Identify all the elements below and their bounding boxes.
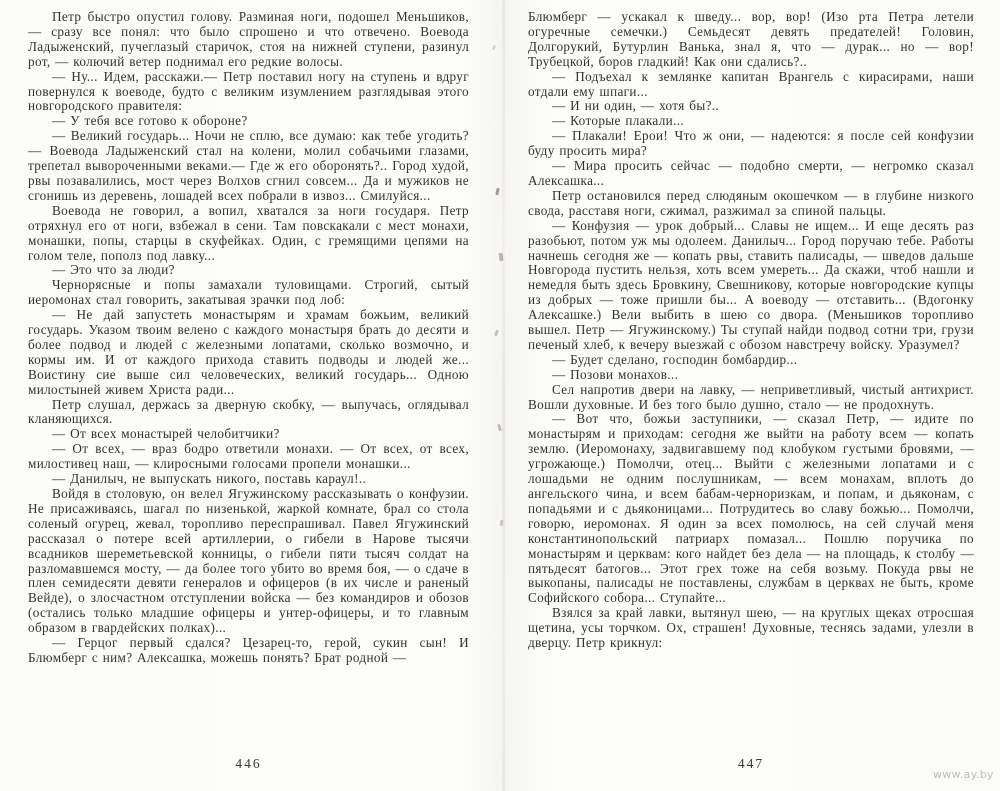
paragraph: — Герцог первый сдался? Цезарец-то, герой, сукин сын! И Блюмберг с ним? Алексашка, можешь понять? Брат родной — xyxy=(28,635,469,665)
paragraph: — Это что за люди? xyxy=(52,262,175,278)
paragraph: Войдя в столовую, он велел Ягужинскому рассказывать о конфузии. Не присаживаясь, шагал по низенькой, жаркой комнате, брал со стола соленый огурец, жевал, торопливо переспрашивал. Павел Ягужинский рассказал о потере всей артиллерии, о гибели в Нарове тысячи всадников шереметьевской конницы, о гибели пяти тысяч солдат на разломавшемся мосту, — да более того убито во время боя, — о сдаче в плен семидесяти девяти генералов и офицеров (в их числе и раненый Вейде), о злосчастном отступлении войска — без командиров и обозов (остались только младшие офицеры и унтер-офицеры, и то главным образом в гвардейских полках)... xyxy=(28,486,469,636)
scan-artifact-speck xyxy=(498,253,503,261)
right-page-text xyxy=(528,10,974,651)
paragraph: — Вот что, божьи заступники, — сказал Петр, — идите по монастырям и приходам: сегодня же выйти на работу всем — копать землю. (Иеромонаху, задвигавшему под клобуком густыми бровями, — угрожающе.) Помолчи, отец... Выйти с железными лопатами и с лошадьми не одним послушникам, — всем монахам, вплоть до ангельского чина, и всем бабам-черноризкам, и попам, и дьяконам, с попадьями и с дьяконицами... Потрудитесь во славу божью... Помолчи, говорю, иеромонах. Я один за всех помолюсь, на сей случай меня константинопольский патриарх помазал... Пошлю поручика по монастырям и церквам: кого найдет без дела — на площадь, к столбу — пятьдесят батогов... Этот грех тоже на себя возьму. Покуда рвы не выкопаны, палисады не поставлены, службам в церквах не быть, кроме Софийского собора... Ступайте... xyxy=(528,411,974,606)
page-number-right: 447 xyxy=(737,756,765,771)
paragraph: Петр слушал, держась за дверную скобку, — выпучась, оглядывал кланяющихся. xyxy=(28,396,469,427)
scan-artifact-speck xyxy=(495,188,499,195)
paragraph: Воевода не говорил, а вопил, хватался за ноги государя. Петр отряхнул его от ноги, взбежал в сени. Там повскакали с мест монахи, монашки, попы, старцы в скуфейках. Один, с гремящими цепями на голом теле, пополз под лавку... xyxy=(28,202,469,263)
paragraph: Блюмберг — ускакал к шведу... вор, вор! (Изо рта Петра летели огуречные семечки.) Семьдесят девять предателей! Головин, Долгорукий, Бутурлин Ванька, знал я, что — дурак... но — вор! Трубецкой, боров гладкий! Как они сдались?.. xyxy=(528,9,974,69)
binding-crease xyxy=(502,0,505,791)
scan-artifact-speck xyxy=(500,520,504,526)
paragraph: — Данилыч, не выпускать никого, поставь караул!.. xyxy=(52,471,367,487)
paragraph: — От всех монастырей челобитчики? xyxy=(52,426,280,442)
paragraph: — Которые плакали... xyxy=(552,113,685,129)
scan-artifact-speck xyxy=(494,330,499,337)
paragraph: — Великий государь... Ночи не сплю, все думаю: как тебе угодить? — Воевода Ладыженский стал на колени, молил собачьими глазами, трепетал вывороченными веками.— Где ж его оборонять?.. Город худой, рвы позавалились, мост через Волхов сгнил совсем... Да и мужиков не сгонишь из деревень, лошадей всех побрали в извоз... Смилуйся... xyxy=(28,128,469,203)
site-watermark: www.ay.by xyxy=(933,768,994,781)
paragraph: — Позови монахов... xyxy=(552,366,679,382)
paragraph: — Не дай запустеть монастырям и храмам божьим, великий государь. Указом твоим велено с каждого монастыря брать до десяти и более подвод и людей с железными лопатами, сколько возмочно, и кормы им. И от каждого прихода ставить подводы и людей же... Воистину сие выше сил человеческих, великий государь... Одною милостыней живем Христа ради... xyxy=(28,307,469,397)
paragraph: Петр быстро опустил голову. Разминая ноги, подошел Меньшиков, — сразу все понял: что было спрошено и что отвечено. Воевода Ладыженский, пучеглазый старичок, стоя на нижней ступени, разинул рот, — колючий ветер поднимал его редкие волосы. xyxy=(28,9,469,69)
paragraph: — У тебя все готово к обороне? xyxy=(52,113,248,129)
scan-artifact-speck xyxy=(492,45,496,50)
paragraph: — Плакали! Ерои! Что ж они, — надеются: я после сей конфузии буду просить мира? xyxy=(528,128,974,159)
paragraph: — Мира просить сейчас — подобно смерти, — негромко сказал Алексашка... xyxy=(528,158,974,188)
scan-artifact-speck xyxy=(497,424,502,432)
paragraph: Петр остановился перед слюдяным окошечком — в глубине низкого свода, расставя ноги, сжимал, разжимал за спиной пальцы. xyxy=(528,187,974,218)
paragraph: Сел напротив двери на лавку, — неприветливый, чистый антихрист. Вошли духовные. И без того было душно, стало — не продохнуть. xyxy=(528,381,974,412)
paragraph: Чернорясные и попы замахали туловищами. Строгий, сытый иеромонах стал говорить, закатывая зрачки под лоб: xyxy=(28,277,469,308)
binding-gutter xyxy=(486,0,520,791)
paragraph: — Будет сделано, господин бомбардир... xyxy=(552,351,798,367)
paragraph: — Ну... Идем, расскажи.— Петр поставил ногу на ступень и вдруг повернулся к воеводе, будто с великим изумлением разглядывая этого новгородского правителя: xyxy=(28,68,469,114)
paragraph: — Конфузия — урок добрый... Славы не ищем... И еще десять раз разобьют, потом уж мы одолеем. Данилыч... Город поручаю тебе. Работы начнешь сегодня же — копать рвы, ставить палисады, — шведов дальше Новгорода пустить нельзя, хоть всем умереть... Да скажи, чтоб нашли и немедля быть здесь Бровкину, Свешникову, которые новгородские купцы из добрых — тоже пришли бы... А воеводу — отставить... (Вдогонку Алексашке.) Вели выбить в шею со двора. (Меньшиков торопливо вышел. Петр — Ягужинскому.) Ты ступай найди подвод сотни три, грузи печеный хлеб, к вечеру выезжай с обозом навстречу войску. Уразумел? xyxy=(528,217,974,352)
paragraph: Взялся за край лавки, вытянул шею, — на круглых щеках отросшая щетина, усы торчком. Ох, страшен! Духовные, теснясь задами, улезли в дверцу. Петр крикнул: xyxy=(528,605,974,651)
page-number-left: 446 xyxy=(235,756,262,771)
left-page-text xyxy=(28,10,469,666)
paragraph: — От всех, — враз бодро ответили монахи. — От всех, от всех, милостивец наш, — клиросными голосами пропели монашки... xyxy=(28,441,469,472)
paragraph: — Подъехал к землянке капитан Врангель с кирасирами, наши отдали ему шпаги... xyxy=(528,68,974,99)
paragraph: — И ни один, — хотя бы?.. xyxy=(552,98,720,114)
